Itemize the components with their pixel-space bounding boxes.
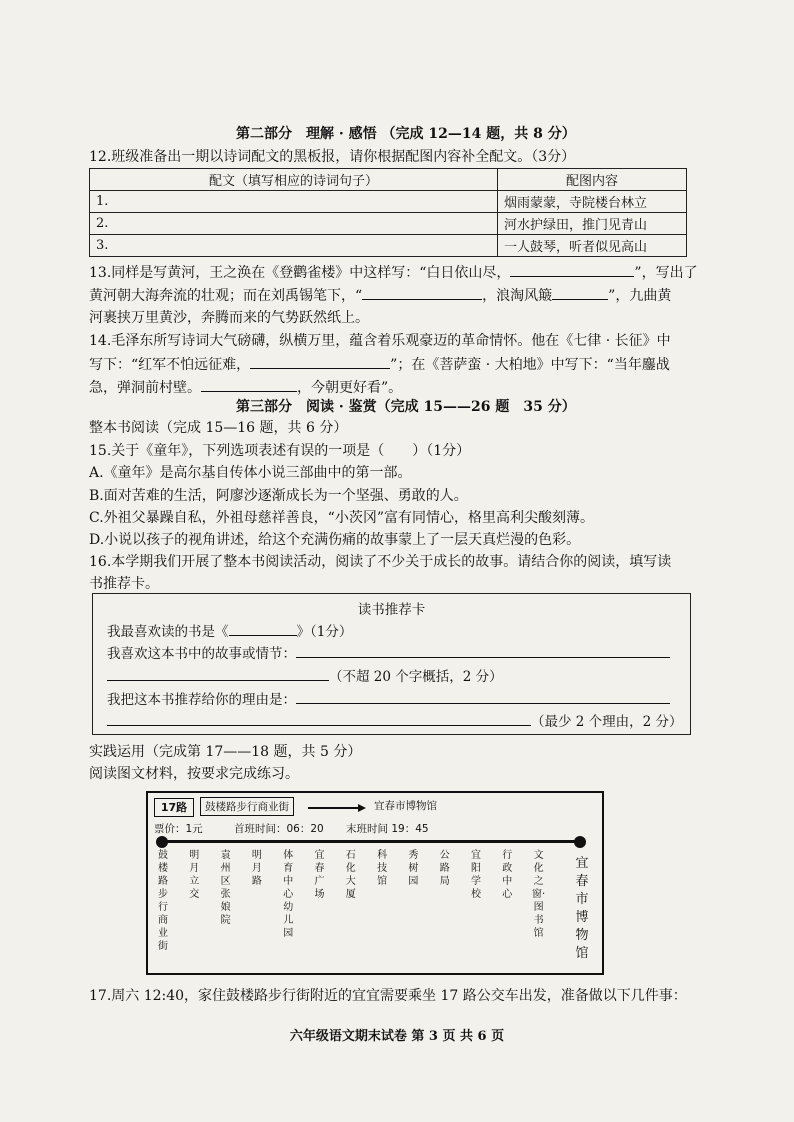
card-reason-hint: （最少 2 个理由，2 分） (531, 714, 683, 730)
bus-stop: 秀树园 (408, 850, 419, 887)
table-row (90, 213, 687, 235)
q15-stem: 15.关于《童年》，下列选项表述有误的一项是（ ）（1分） (89, 443, 471, 459)
q13-text-a: 13.同样是写黄河，王之涣在《登鹳雀楼》中这样写：“白日依山尽， (89, 265, 511, 281)
table-row (90, 191, 687, 213)
reading-recommendation-card (92, 593, 691, 735)
bus-stop: 鼓楼路步行商业街 (158, 850, 168, 952)
table-row (90, 235, 687, 257)
card-story-label: 我喜欢这本书中的故事或情节： (107, 646, 296, 662)
q13-line2 (89, 285, 671, 306)
q16-stem-2: 书推荐卡。 (89, 576, 159, 592)
q13-blank-2[interactable] (362, 285, 482, 300)
route-to: 宜春市博物馆 (374, 800, 437, 812)
card-book-blank[interactable] (229, 621, 297, 636)
table-row-num[interactable]: 3. (90, 235, 498, 257)
card-line-reason (107, 689, 670, 710)
bus-stop: 宜阳学校 (471, 850, 481, 900)
q14-blank-2[interactable] (201, 377, 297, 392)
q16-stem-1: 16.本学期我们开展了整本书阅读活动，阅读了不少关于成长的故事。请结合你的阅读，填写读 (89, 554, 672, 570)
bus-stop: 明月立交 (189, 850, 200, 900)
card-story-blank-2[interactable] (107, 666, 329, 681)
card-reason-label: 我把这本书推荐给你的理由是： (107, 692, 296, 708)
q15-option-c[interactable]: C.外祖父暴躁自私，外祖母慈祥善良，“小茨冈”富有同情心，格里高利尖酸刻薄。 (89, 510, 594, 526)
q13-text-c: 黄河朝大海奔流的壮观；而在刘禹锡笔下，“ (89, 288, 363, 304)
card-story-blank-1[interactable] (296, 643, 670, 658)
table-row-num[interactable]: 1. (90, 191, 498, 213)
route-end-dot (574, 836, 586, 848)
card-story-hint: （不超 20 个字概括，2 分） (329, 669, 503, 685)
table-header-image: 配图内容 (498, 169, 687, 191)
bus-fare: 票价：1元 (154, 823, 203, 835)
q14-text-e: ，今朝更好看”。 (297, 380, 403, 396)
bus-stop: 科技馆 (377, 850, 388, 887)
route-line (162, 840, 582, 843)
q13-blank-1[interactable] (510, 262, 634, 277)
q14-line3 (89, 377, 402, 398)
bus-stop: 石化大厦 (345, 850, 356, 900)
q14-line1: 14.毛泽东所写诗词大气磅礴，纵横万里，蕴含着乐观豪迈的革命情怀。他在《七律 · 长征》中 (89, 333, 671, 349)
bus-last-time: 末班时间 19：45 (346, 823, 429, 835)
table-row-image: 河水护绿田，推门见青山 (498, 213, 687, 235)
practice-intro: 阅读图文材料，按要求完成练习。 (89, 766, 299, 782)
bus-stop: 宜春广场 (314, 850, 325, 900)
bus-stop: 公路局 (439, 850, 450, 887)
q14-text-b: 写下：“红军不怕远征难， (89, 357, 251, 373)
card-line-story (107, 643, 670, 664)
bus-stop: 袁州区张娘院 (220, 850, 231, 926)
route-start-dot (156, 836, 168, 848)
bus-stop: 明月路 (251, 850, 262, 887)
q13-text-e: ”，九曲黄 (608, 288, 672, 304)
card-title: 读书推荐卡 (357, 602, 426, 618)
q13-line1 (89, 262, 698, 283)
table-row-image: 一人鼓琴，听者似见高山 (498, 235, 687, 257)
whole-book-heading: 整本书阅读（完成 15—16 题，共 6 分） (89, 420, 348, 436)
q17-stem: 17.周六 12:40，家住鼓楼路步行街附近的宜宜需要乘坐 17 路公交车出发，准备做以下几件事： (89, 988, 687, 1004)
q13-blank-3[interactable] (552, 285, 608, 300)
card-line-story2 (107, 666, 503, 687)
q14-text-c: ”；在《菩萨蛮 · 大柏地》中写下：“当年鏖战 (390, 357, 670, 373)
table-row-num[interactable]: 2. (90, 213, 498, 235)
card-book-score: 》（1分） (296, 624, 353, 640)
table-row-image: 烟雨蒙蒙，寺院楼台林立 (498, 191, 687, 213)
q13-text-d: ，浪淘风簸 (482, 288, 553, 304)
direction-arrow-icon (308, 803, 368, 813)
page-footer: 六年级语文期末试卷 第 3 页 共 6 页 (289, 1029, 505, 1044)
route-from: 鼓楼路步行商业街 (200, 797, 294, 816)
bus-first-time: 首班时间：06：20 (234, 823, 324, 835)
card-reason-blank-2[interactable] (107, 711, 531, 726)
bus-stop: 行政中心 (502, 850, 513, 900)
card-line-book (107, 621, 352, 642)
practice-heading: 实践运用（完成第 17——18 题，共 5 分） (89, 744, 362, 760)
q15-option-b[interactable]: B.面对苦难的生活，阿廖沙逐渐成长为一个坚强、勇敢的人。 (89, 488, 468, 504)
card-reason-blank-1[interactable] (296, 689, 670, 704)
q15-option-a[interactable]: A.《童年》是高尔基自传体小说三部曲中的第一部。 (89, 465, 412, 481)
card-book-label: 我最喜欢读的书是《 (107, 624, 229, 640)
bus-route-map (146, 791, 604, 975)
card-line-reason2 (107, 711, 683, 732)
q15-option-d[interactable]: D.小说以孩子的视角讲述，给这个充满伤痛的故事蒙上了一层天真烂漫的色彩。 (89, 532, 581, 548)
route-number: 17路 (154, 798, 194, 817)
terminal-stop: 宜春市博物馆 (575, 856, 589, 961)
q13-text-b: ”，写出了 (634, 265, 698, 281)
bus-stop: 文化之窗·图书馆 (532, 850, 546, 939)
q12-intro: 12.班级准备出一期以诗词配文的黑板报，请你根据配图内容补全配文。（3分） (89, 149, 576, 165)
bus-stop: 体育中心幼儿园 (283, 850, 294, 939)
q14-line2 (89, 354, 670, 375)
q13-text-f: 河裹挟万里黄沙，奔腾而来的气势跃然纸上。 (89, 310, 369, 326)
q14-text-d: 急，弹洞前村壁。 (89, 380, 201, 396)
part3-title: 第三部分 阅读 · 鉴赏（完成 15——26 题 35 分） (236, 399, 576, 415)
table-header-text: 配文（填写相应的诗词句子） (90, 169, 498, 191)
q12-table (89, 168, 687, 257)
q14-blank-1[interactable] (250, 354, 390, 369)
part2-title: 第二部分 理解 · 感悟 （完成 12—14 题，共 8 分） (236, 126, 576, 142)
